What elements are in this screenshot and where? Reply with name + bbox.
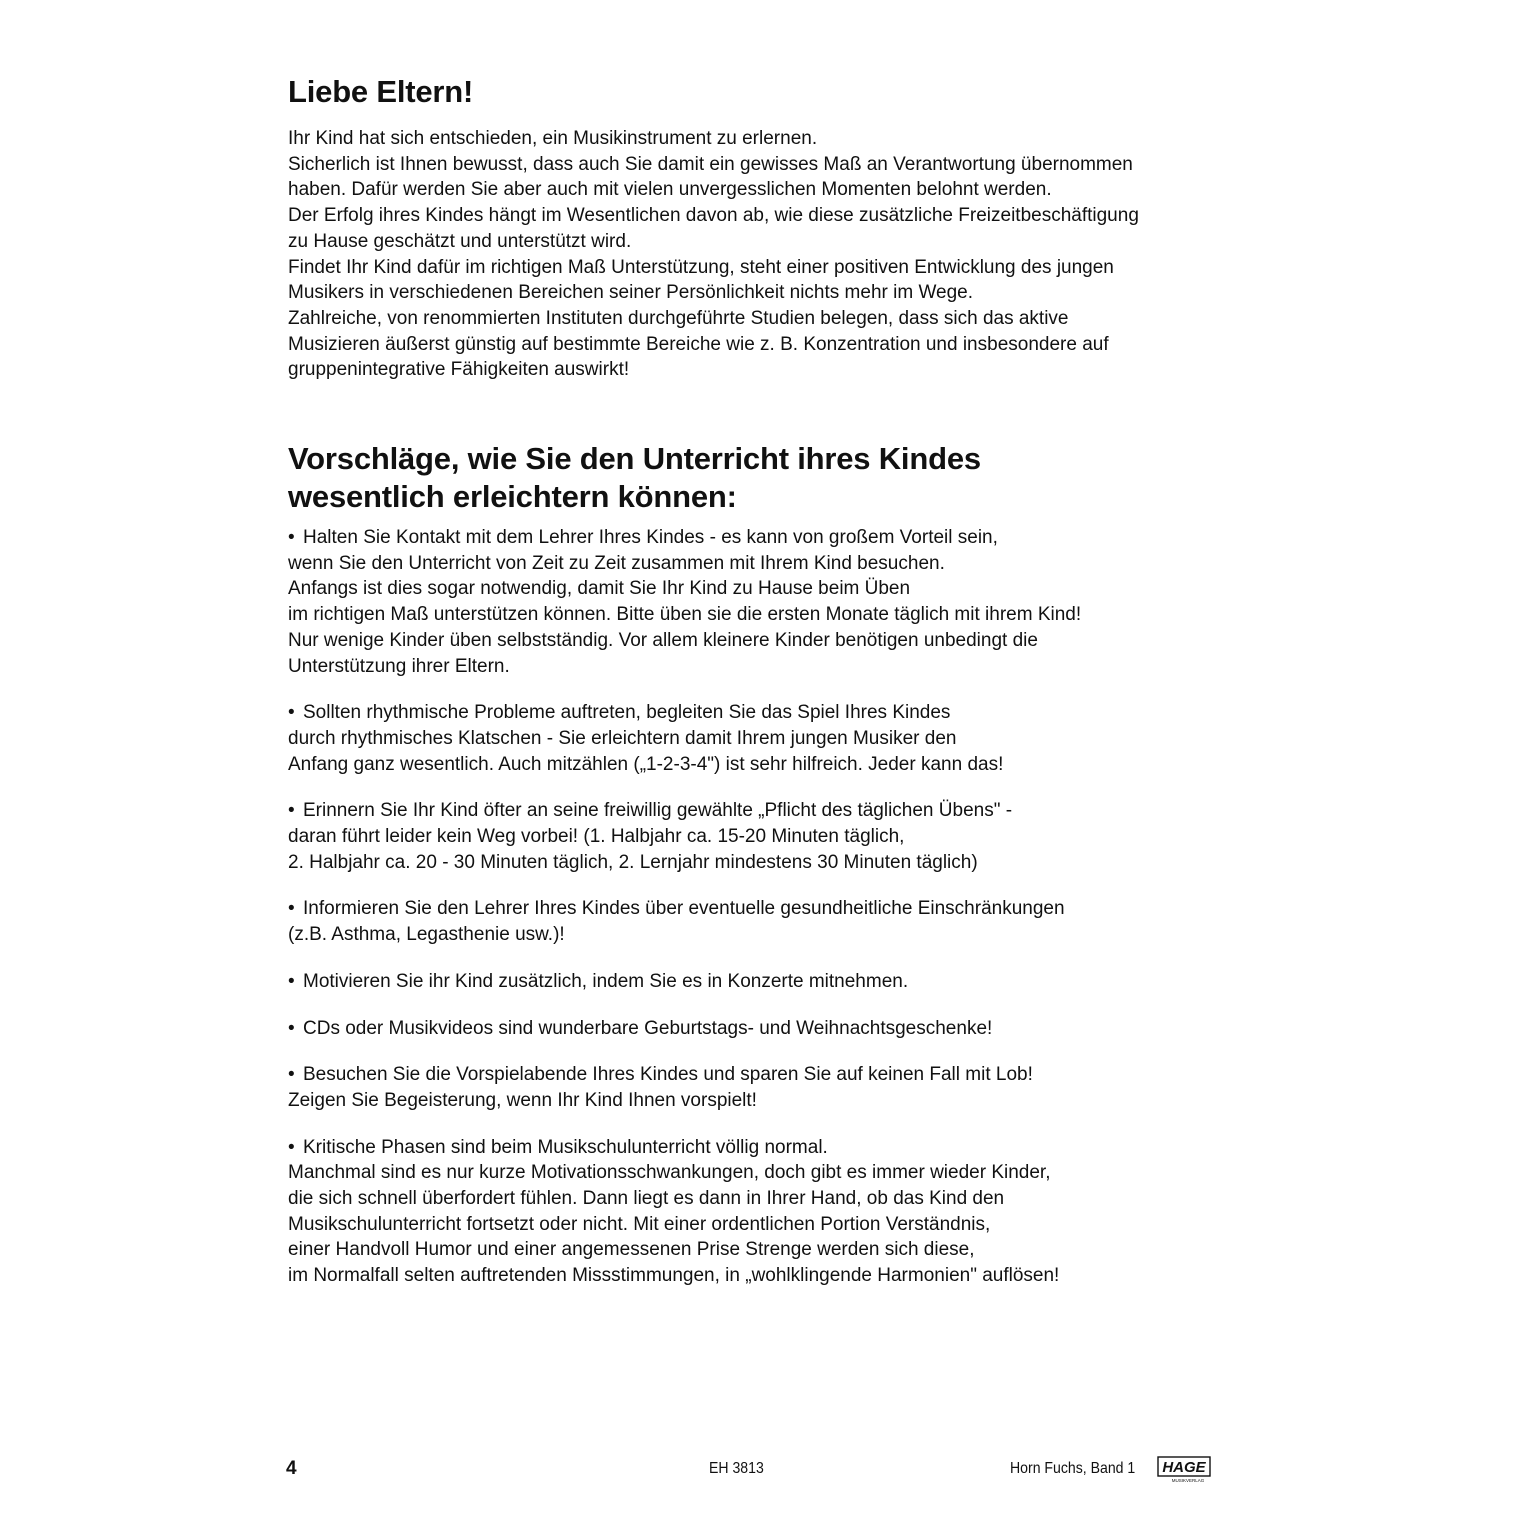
suggestion-line [288, 896, 1228, 922]
suggestion-line: im Normalfall selten auftretenden Missstimmungen, in „wohlklingende Harmonien" auflösen! [288, 1265, 1060, 1287]
suggestion-text: Sollten rhythmische Probleme auftreten, begleiten Sie das Spiel Ihres Kindes [303, 702, 951, 724]
suggestion-line: (z.B. Asthma, Legasthenie usw.)! [288, 924, 565, 946]
bullet-icon: • [288, 800, 295, 822]
bullet-icon: • [288, 702, 295, 724]
suggestions-title [288, 440, 1228, 516]
suggestion-line: Musikschulunterricht fortsetzt oder nicht. Mit einer ordentlichen Portion Verständnis, [288, 1213, 991, 1235]
intro-line: Musikers in verschiedenen Bereichen seiner Persönlichkeit nichts mehr im Wege. [288, 282, 974, 304]
logo-subtext: MUSIKVERLAG [1171, 1478, 1205, 1483]
catalog-number: EH 3813 [709, 1460, 764, 1477]
suggestion-line: Anfangs ist dies sogar notwendig, damit Sie Ihr Kind zu Hause beim Üben [288, 578, 911, 600]
suggestion-line [288, 700, 1228, 726]
suggestion-line: die sich schnell überfordert fühlen. Dann liegt es dann in Ihrer Hand, ob das Kind den [288, 1188, 1005, 1210]
suggestion-text: Erinnern Sie Ihr Kind öfter an seine freiwillig gewählte „Pflicht des täglichen Übens" - [303, 800, 1013, 822]
book-title: Horn Fuchs, Band 1 [1010, 1460, 1136, 1477]
intro-line: Musizieren äußerst günstig auf bestimmte Bereiche wie z. B. Konzentration und insbesondere auf [288, 333, 1109, 355]
suggestion-item [288, 798, 1228, 875]
suggestion-line [288, 1016, 1228, 1042]
intro-line: Findet Ihr Kind dafür im richtigen Maß Unterstützung, steht einer positiven Entwicklung des jungen [288, 256, 1114, 278]
suggestion-item [288, 1135, 1228, 1289]
suggestions-section [288, 440, 1228, 1310]
bullet-icon: • [288, 898, 295, 920]
intro-section [288, 72, 1228, 383]
suggestion-line: wenn Sie den Unterricht von Zeit zu Zeit zusammen mit Ihrem Kind besuchen. [288, 552, 945, 574]
intro-line: haben. Dafür werden Sie aber auch mit vielen unvergesslichen Momenten belohnt werden. [288, 179, 1052, 201]
intro-line: zu Hause geschätzt und unterstützt wird. [288, 230, 632, 252]
intro-line: Zahlreiche, von renommierten Instituten durchgeführte Studien belegen, dass sich das aktive [288, 307, 1069, 329]
publisher-logo-icon [1157, 1456, 1211, 1484]
suggestion-line: 2. Halbjahr ca. 20 - 30 Minuten täglich, 2. Lernjahr mindestens 30 Minuten täglich) [288, 851, 978, 873]
suggestions-list [288, 525, 1228, 1289]
bullet-icon: • [288, 1017, 295, 1039]
suggestion-line: daran führt leider kein Weg vorbei! (1. Halbjahr ca. 15-20 Minuten täglich, [288, 826, 905, 848]
suggestion-text: Halten Sie Kontakt mit dem Lehrer Ihres Kindes - es kann von großem Vorteil sein, [303, 527, 998, 548]
suggestion-line [288, 798, 1228, 824]
suggestion-text: Kritische Phasen sind beim Musikschulunterricht völlig normal. [303, 1136, 828, 1158]
page-footer [0, 1456, 1520, 1486]
suggestion-item [288, 1016, 1228, 1042]
intro-line: gruppenintegrative Fähigkeiten auswirkt! [288, 359, 630, 381]
suggestion-line [288, 525, 1228, 551]
suggestion-item [288, 525, 1228, 679]
suggestion-line: Unterstützung ihrer Eltern. [288, 655, 510, 677]
suggestion-item [288, 896, 1228, 947]
logo-text: HAGE [1162, 1459, 1206, 1476]
page-content [288, 72, 1228, 1287]
intro-line: Der Erfolg ihres Kindes hängt im Wesentlichen davon ab, wie diese zusätzliche Freizeitbeschäftigung [288, 205, 1139, 227]
bullet-icon: • [288, 1064, 295, 1086]
suggestion-line: im richtigen Maß unterstützen können. Bitte üben sie die ersten Monate täglich mit ihrem Kind! [288, 604, 1082, 626]
bullet-icon: • [288, 970, 295, 992]
intro-line: Ihr Kind hat sich entschieden, ein Musikinstrument zu erlernen. [288, 128, 818, 149]
intro-paragraph [288, 126, 1228, 383]
intro-line: Sicherlich ist Ihnen bewusst, dass auch Sie damit ein gewisses Maß an Verantwortung übernommen [288, 153, 1133, 175]
suggestion-text: Informieren Sie den Lehrer Ihres Kindes über eventuelle gesundheitliche Einschränkungen [303, 898, 1065, 920]
bullet-icon: • [288, 1136, 295, 1158]
suggestion-line [288, 969, 1228, 995]
suggestion-line: einer Handvoll Humor und einer angemessenen Prise Strenge werden sich diese, [288, 1239, 975, 1261]
suggestions-title-line: Vorschläge, wie Sie den Unterricht ihres Kindes [288, 441, 981, 476]
suggestion-text: Besuchen Sie die Vorspielabende Ihres Kindes und sparen Sie auf keinen Fall mit Lob! [303, 1064, 1033, 1086]
suggestion-text: CDs oder Musikvideos sind wunderbare Geburtstags- und Weihnachtsgeschenke! [303, 1017, 993, 1039]
suggestion-line [288, 1062, 1228, 1088]
suggestion-line [288, 1135, 1228, 1161]
page-number: 4 [286, 1458, 297, 1479]
suggestion-line: Anfang ganz wesentlich. Auch mitzählen („1-2-3-4") ist sehr hilfreich. Jeder kann das! [288, 753, 1004, 775]
suggestion-line: Nur wenige Kinder üben selbstständig. Vor allem kleinere Kinder benötigen unbedingt die [288, 629, 1038, 651]
bullet-icon: • [288, 527, 295, 548]
suggestion-item [288, 1062, 1228, 1113]
suggestion-line: Manchmal sind es nur kurze Motivationsschwankungen, doch gibt es immer wieder Kinder, [288, 1162, 1051, 1184]
suggestion-text: Motivieren Sie ihr Kind zusätzlich, indem Sie es in Konzerte mitnehmen. [303, 970, 909, 992]
suggestion-line: durch rhythmisches Klatschen - Sie erleichtern damit Ihrem jungen Musiker den [288, 727, 957, 749]
intro-title: Liebe Eltern! [288, 74, 474, 109]
suggestions-title-line: wesentlich erleichtern können: [288, 479, 737, 514]
suggestion-item [288, 969, 1228, 995]
suggestion-line: Zeigen Sie Begeisterung, wenn Ihr Kind Ihnen vorspielt! [288, 1089, 757, 1111]
suggestion-item [288, 700, 1228, 777]
